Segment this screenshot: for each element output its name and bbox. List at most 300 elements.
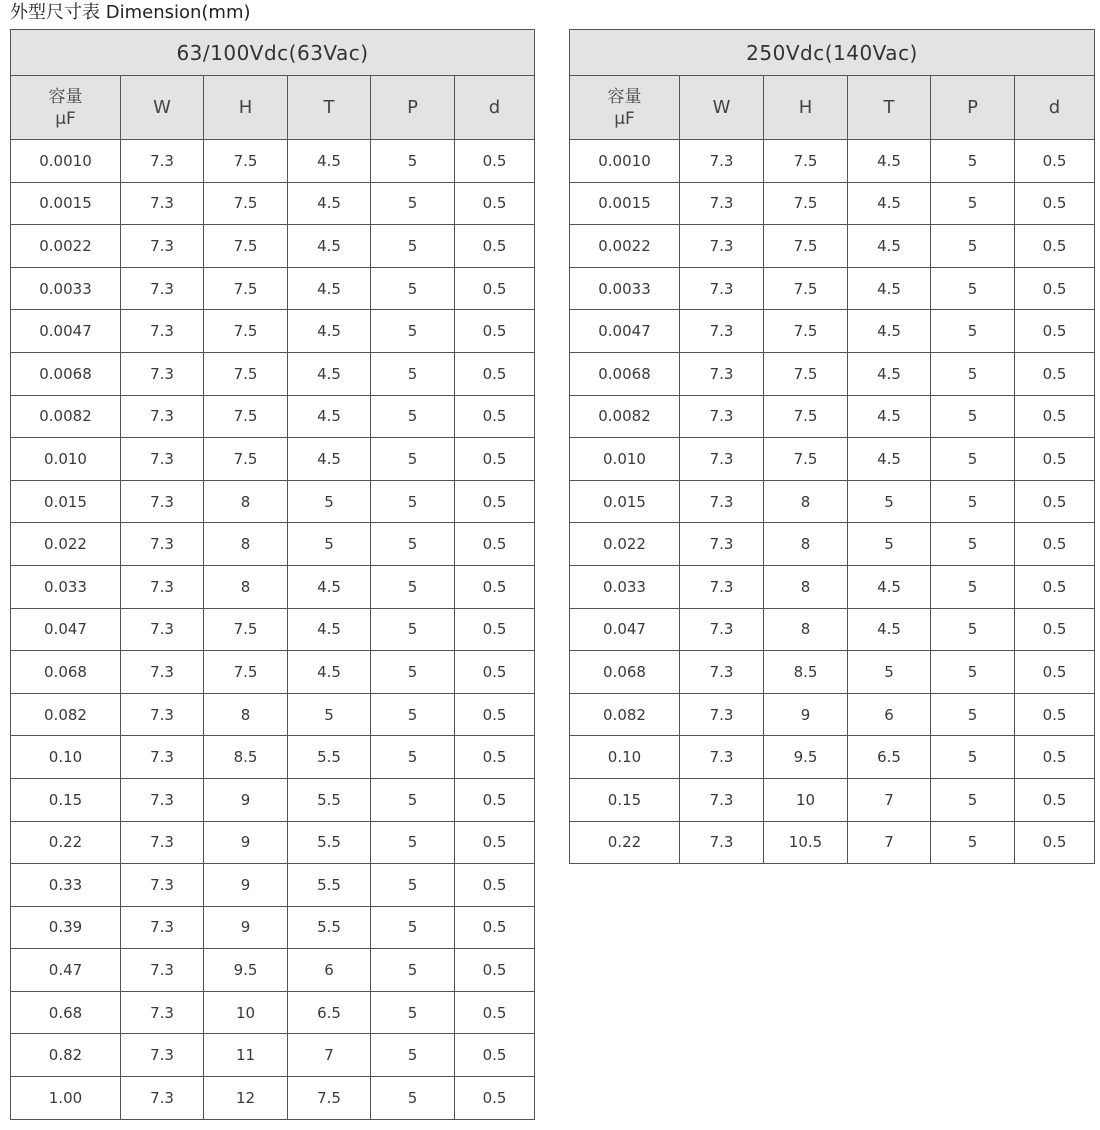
h-cell: 9	[204, 906, 288, 949]
capacity-cell: 0.082	[570, 693, 680, 736]
h-cell: 8	[764, 608, 848, 651]
table-row	[11, 565, 535, 608]
t-cell: 4.5	[848, 267, 931, 310]
capacity-cell: 0.015	[570, 480, 680, 523]
p-cell: 5	[371, 565, 455, 608]
t-cell: 4.5	[848, 565, 931, 608]
p-cell: 5	[371, 395, 455, 438]
h-cell: 10	[764, 778, 848, 821]
table-row	[11, 821, 535, 864]
capacity-cell: 0.033	[11, 565, 121, 608]
table-row	[570, 140, 1095, 183]
capacity-cell: 0.0015	[11, 182, 121, 225]
table-row	[11, 991, 535, 1034]
d-cell: 0.5	[455, 352, 535, 395]
d-cell: 0.5	[455, 906, 535, 949]
table-row	[11, 310, 535, 353]
d-cell: 0.5	[1015, 608, 1095, 651]
voltage-header: 250Vdc(140Vac)	[570, 30, 1095, 76]
h-cell: 7.5	[204, 651, 288, 694]
table-row	[570, 565, 1095, 608]
table-row	[11, 140, 535, 183]
h-cell: 7.5	[764, 438, 848, 481]
p-cell: 5	[931, 736, 1015, 779]
capacity-cell: 0.010	[11, 438, 121, 481]
capacity-cell: 0.22	[11, 821, 121, 864]
t-cell: 6	[848, 693, 931, 736]
t-cell: 4.5	[288, 651, 371, 694]
p-cell: 5	[931, 565, 1015, 608]
w-cell: 7.3	[680, 523, 764, 566]
t-cell: 4.5	[288, 140, 371, 183]
w-cell: 7.3	[680, 778, 764, 821]
d-cell: 0.5	[455, 1034, 535, 1077]
p-cell: 5	[371, 693, 455, 736]
column-header-p: P	[931, 76, 1015, 140]
t-cell: 7.5	[288, 1077, 371, 1120]
table-row	[570, 778, 1095, 821]
p-cell: 5	[371, 140, 455, 183]
h-cell: 8	[204, 565, 288, 608]
d-cell: 0.5	[1015, 778, 1095, 821]
w-cell: 7.3	[121, 438, 204, 481]
capacity-cell: 0.0033	[570, 267, 680, 310]
w-cell: 7.3	[121, 693, 204, 736]
h-cell: 11	[204, 1034, 288, 1077]
d-cell: 0.5	[455, 651, 535, 694]
t-cell: 4.5	[288, 310, 371, 353]
d-cell: 0.5	[1015, 267, 1095, 310]
t-cell: 4.5	[848, 608, 931, 651]
table-row	[11, 736, 535, 779]
t-cell: 5	[288, 523, 371, 566]
w-cell: 7.3	[680, 395, 764, 438]
capacity-cell: 0.022	[570, 523, 680, 566]
table-row	[570, 693, 1095, 736]
h-cell: 8.5	[764, 651, 848, 694]
capacity-cell: 0.15	[570, 778, 680, 821]
w-cell: 7.3	[121, 480, 204, 523]
table-row	[11, 480, 535, 523]
t-cell: 5	[848, 523, 931, 566]
d-cell: 0.5	[455, 949, 535, 992]
w-cell: 7.3	[121, 352, 204, 395]
w-cell: 7.3	[121, 906, 204, 949]
capacity-cell: 0.39	[11, 906, 121, 949]
p-cell: 5	[371, 225, 455, 268]
h-cell: 7.5	[764, 395, 848, 438]
h-cell: 7.5	[204, 267, 288, 310]
w-cell: 7.3	[121, 821, 204, 864]
column-header-d: d	[455, 76, 535, 140]
capacity-label: 容量	[607, 86, 642, 107]
h-cell: 7.5	[764, 182, 848, 225]
h-cell: 7.5	[204, 310, 288, 353]
d-cell: 0.5	[455, 736, 535, 779]
h-cell: 7.5	[204, 225, 288, 268]
t-cell: 7	[848, 778, 931, 821]
table-row	[570, 352, 1095, 395]
h-cell: 9.5	[204, 949, 288, 992]
h-cell: 9.5	[764, 736, 848, 779]
t-cell: 6.5	[288, 991, 371, 1034]
p-cell: 5	[371, 1077, 455, 1120]
p-cell: 5	[371, 821, 455, 864]
d-cell: 0.5	[1015, 651, 1095, 694]
table-row	[570, 225, 1095, 268]
w-cell: 7.3	[121, 267, 204, 310]
table-row	[11, 267, 535, 310]
t-cell: 5.5	[288, 736, 371, 779]
d-cell: 0.5	[455, 864, 535, 907]
h-cell: 7.5	[204, 140, 288, 183]
w-cell: 7.3	[680, 736, 764, 779]
capacity-cell: 0.82	[11, 1034, 121, 1077]
h-cell: 9	[204, 864, 288, 907]
h-cell: 10.5	[764, 821, 848, 864]
w-cell: 7.3	[121, 864, 204, 907]
capacity-cell: 0.0033	[11, 267, 121, 310]
h-cell: 8	[764, 480, 848, 523]
dimension-table-63-100vdc	[10, 29, 535, 1120]
p-cell: 5	[371, 182, 455, 225]
h-cell: 7.5	[764, 225, 848, 268]
w-cell: 7.3	[121, 651, 204, 694]
capacity-cell: 0.047	[570, 608, 680, 651]
table-body	[11, 140, 535, 1120]
d-cell: 0.5	[1015, 352, 1095, 395]
h-cell: 7.5	[204, 395, 288, 438]
table-row	[11, 949, 535, 992]
p-cell: 5	[931, 310, 1015, 353]
p-cell: 5	[931, 693, 1015, 736]
capacity-cell: 0.0010	[11, 140, 121, 183]
p-cell: 5	[371, 949, 455, 992]
h-cell: 8	[764, 565, 848, 608]
t-cell: 5	[848, 480, 931, 523]
w-cell: 7.3	[680, 608, 764, 651]
page-title: 外型尺寸表 Dimension(mm)	[10, 2, 251, 23]
table-row	[11, 1077, 535, 1120]
p-cell: 5	[931, 821, 1015, 864]
capacity-cell: 0.22	[570, 821, 680, 864]
table-row	[11, 1034, 535, 1077]
w-cell: 7.3	[121, 310, 204, 353]
t-cell: 5	[288, 480, 371, 523]
d-cell: 0.5	[455, 821, 535, 864]
w-cell: 7.3	[121, 991, 204, 1034]
d-cell: 0.5	[1015, 523, 1095, 566]
capacity-cell: 0.10	[11, 736, 121, 779]
w-cell: 7.3	[680, 267, 764, 310]
d-cell: 0.5	[455, 1077, 535, 1120]
w-cell: 7.3	[121, 395, 204, 438]
h-cell: 9	[204, 821, 288, 864]
table-row	[11, 864, 535, 907]
t-cell: 4.5	[288, 395, 371, 438]
p-cell: 5	[371, 1034, 455, 1077]
h-cell: 9	[204, 778, 288, 821]
capacity-cell: 0.047	[11, 608, 121, 651]
capacity-cell: 0.015	[11, 480, 121, 523]
capacity-cell: 0.022	[11, 523, 121, 566]
capacity-cell: 0.068	[11, 651, 121, 694]
d-cell: 0.5	[455, 608, 535, 651]
w-cell: 7.3	[121, 1077, 204, 1120]
d-cell: 0.5	[1015, 821, 1095, 864]
capacity-cell: 1.00	[11, 1077, 121, 1120]
p-cell: 5	[371, 267, 455, 310]
p-cell: 5	[931, 523, 1015, 566]
t-cell: 4.5	[848, 438, 931, 481]
table-row	[11, 693, 535, 736]
t-cell: 6.5	[848, 736, 931, 779]
t-cell: 4.5	[288, 267, 371, 310]
h-cell: 8	[764, 523, 848, 566]
t-cell: 4.5	[288, 225, 371, 268]
capacity-cell: 0.10	[570, 736, 680, 779]
d-cell: 0.5	[455, 523, 535, 566]
p-cell: 5	[931, 438, 1015, 481]
capacity-cell: 0.0047	[11, 310, 121, 353]
capacity-cell: 0.33	[11, 864, 121, 907]
p-cell: 5	[371, 480, 455, 523]
capacity-cell: 0.082	[11, 693, 121, 736]
t-cell: 5	[288, 693, 371, 736]
d-cell: 0.5	[455, 395, 535, 438]
t-cell: 4.5	[848, 395, 931, 438]
d-cell: 0.5	[1015, 438, 1095, 481]
t-cell: 5	[848, 651, 931, 694]
t-cell: 6	[288, 949, 371, 992]
p-cell: 5	[371, 310, 455, 353]
table-row	[570, 182, 1095, 225]
w-cell: 7.3	[121, 140, 204, 183]
p-cell: 5	[371, 523, 455, 566]
table-row	[11, 523, 535, 566]
d-cell: 0.5	[455, 778, 535, 821]
w-cell: 7.3	[680, 693, 764, 736]
p-cell: 5	[371, 778, 455, 821]
capacity-label: 容量	[48, 86, 83, 107]
d-cell: 0.5	[1015, 395, 1095, 438]
h-cell: 7.5	[764, 267, 848, 310]
p-cell: 5	[931, 651, 1015, 694]
d-cell: 0.5	[1015, 565, 1095, 608]
h-cell: 8	[204, 693, 288, 736]
d-cell: 0.5	[455, 267, 535, 310]
t-cell: 4.5	[848, 140, 931, 183]
t-cell: 7	[288, 1034, 371, 1077]
h-cell: 12	[204, 1077, 288, 1120]
capacity-cell: 0.0082	[570, 395, 680, 438]
t-cell: 4.5	[848, 182, 931, 225]
capacity-cell: 0.033	[570, 565, 680, 608]
column-header-d: d	[1015, 76, 1095, 140]
p-cell: 5	[931, 140, 1015, 183]
t-cell: 4.5	[288, 438, 371, 481]
d-cell: 0.5	[1015, 480, 1095, 523]
table-body	[570, 140, 1095, 864]
t-cell: 4.5	[288, 182, 371, 225]
h-cell: 8.5	[204, 736, 288, 779]
t-cell: 4.5	[848, 352, 931, 395]
h-cell: 7.5	[764, 352, 848, 395]
t-cell: 7	[848, 821, 931, 864]
column-header-t: T	[848, 76, 931, 140]
t-cell: 5.5	[288, 821, 371, 864]
capacity-column-header	[570, 76, 680, 140]
d-cell: 0.5	[1015, 225, 1095, 268]
table-row	[570, 267, 1095, 310]
column-header-p: P	[371, 76, 455, 140]
table-row	[570, 821, 1095, 864]
w-cell: 7.3	[680, 480, 764, 523]
p-cell: 5	[371, 651, 455, 694]
dimension-table-250vdc	[569, 29, 1095, 864]
voltage-header: 63/100Vdc(63Vac)	[11, 30, 535, 76]
capacity-unit: μF	[614, 108, 635, 129]
table-row	[570, 395, 1095, 438]
d-cell: 0.5	[455, 140, 535, 183]
column-header-w: W	[680, 76, 764, 140]
column-header-h: H	[204, 76, 288, 140]
w-cell: 7.3	[121, 1034, 204, 1077]
t-cell: 4.5	[288, 565, 371, 608]
w-cell: 7.3	[121, 736, 204, 779]
table-row	[11, 438, 535, 481]
p-cell: 5	[371, 864, 455, 907]
capacity-cell: 0.0010	[570, 140, 680, 183]
p-cell: 5	[931, 608, 1015, 651]
column-header-w: W	[121, 76, 204, 140]
d-cell: 0.5	[1015, 182, 1095, 225]
table-row	[570, 438, 1095, 481]
w-cell: 7.3	[121, 949, 204, 992]
capacity-cell: 0.010	[570, 438, 680, 481]
h-cell: 8	[204, 523, 288, 566]
w-cell: 7.3	[680, 352, 764, 395]
w-cell: 7.3	[121, 565, 204, 608]
table-row	[11, 651, 535, 694]
capacity-cell: 0.0022	[570, 225, 680, 268]
table-row	[11, 395, 535, 438]
capacity-cell: 0.0047	[570, 310, 680, 353]
p-cell: 5	[931, 267, 1015, 310]
t-cell: 5.5	[288, 864, 371, 907]
table-row	[11, 608, 535, 651]
w-cell: 7.3	[680, 182, 764, 225]
w-cell: 7.3	[121, 778, 204, 821]
t-cell: 4.5	[848, 310, 931, 353]
w-cell: 7.3	[680, 225, 764, 268]
t-cell: 4.5	[848, 225, 931, 268]
t-cell: 5.5	[288, 906, 371, 949]
t-cell: 4.5	[288, 608, 371, 651]
d-cell: 0.5	[1015, 736, 1095, 779]
table-row	[11, 778, 535, 821]
h-cell: 7.5	[204, 182, 288, 225]
h-cell: 9	[764, 693, 848, 736]
p-cell: 5	[931, 225, 1015, 268]
h-cell: 10	[204, 991, 288, 1034]
d-cell: 0.5	[1015, 140, 1095, 183]
d-cell: 0.5	[455, 480, 535, 523]
table-row	[570, 608, 1095, 651]
p-cell: 5	[371, 352, 455, 395]
p-cell: 5	[931, 480, 1015, 523]
capacity-unit: μF	[55, 108, 76, 129]
p-cell: 5	[931, 352, 1015, 395]
h-cell: 7.5	[204, 608, 288, 651]
w-cell: 7.3	[680, 310, 764, 353]
table-row	[570, 651, 1095, 694]
t-cell: 4.5	[288, 352, 371, 395]
h-cell: 7.5	[764, 140, 848, 183]
capacity-cell: 0.47	[11, 949, 121, 992]
d-cell: 0.5	[455, 565, 535, 608]
d-cell: 0.5	[455, 438, 535, 481]
table-row	[11, 906, 535, 949]
w-cell: 7.3	[680, 438, 764, 481]
capacity-cell: 0.0022	[11, 225, 121, 268]
d-cell: 0.5	[455, 225, 535, 268]
p-cell: 5	[371, 991, 455, 1034]
w-cell: 7.3	[121, 608, 204, 651]
p-cell: 5	[371, 438, 455, 481]
p-cell: 5	[371, 608, 455, 651]
capacity-cell: 0.068	[570, 651, 680, 694]
capacity-cell: 0.0082	[11, 395, 121, 438]
d-cell: 0.5	[1015, 693, 1095, 736]
capacity-cell: 0.0068	[570, 352, 680, 395]
h-cell: 7.5	[764, 310, 848, 353]
column-header-t: T	[288, 76, 371, 140]
d-cell: 0.5	[455, 310, 535, 353]
table-row	[570, 736, 1095, 779]
table-row	[11, 352, 535, 395]
capacity-cell: 0.0068	[11, 352, 121, 395]
h-cell: 7.5	[204, 352, 288, 395]
table-row	[570, 523, 1095, 566]
w-cell: 7.3	[121, 182, 204, 225]
table-row	[570, 310, 1095, 353]
h-cell: 8	[204, 480, 288, 523]
table-row	[570, 480, 1095, 523]
w-cell: 7.3	[680, 821, 764, 864]
h-cell: 7.5	[204, 438, 288, 481]
capacity-cell: 0.0015	[570, 182, 680, 225]
d-cell: 0.5	[455, 991, 535, 1034]
d-cell: 0.5	[455, 182, 535, 225]
capacity-column-header	[11, 76, 121, 140]
d-cell: 0.5	[455, 693, 535, 736]
w-cell: 7.3	[121, 523, 204, 566]
capacity-cell: 0.15	[11, 778, 121, 821]
w-cell: 7.3	[680, 140, 764, 183]
d-cell: 0.5	[1015, 310, 1095, 353]
p-cell: 5	[931, 182, 1015, 225]
table-row	[11, 225, 535, 268]
w-cell: 7.3	[121, 225, 204, 268]
column-header-h: H	[764, 76, 848, 140]
w-cell: 7.3	[680, 651, 764, 694]
p-cell: 5	[931, 778, 1015, 821]
t-cell: 5.5	[288, 778, 371, 821]
p-cell: 5	[931, 395, 1015, 438]
w-cell: 7.3	[680, 565, 764, 608]
p-cell: 5	[371, 906, 455, 949]
